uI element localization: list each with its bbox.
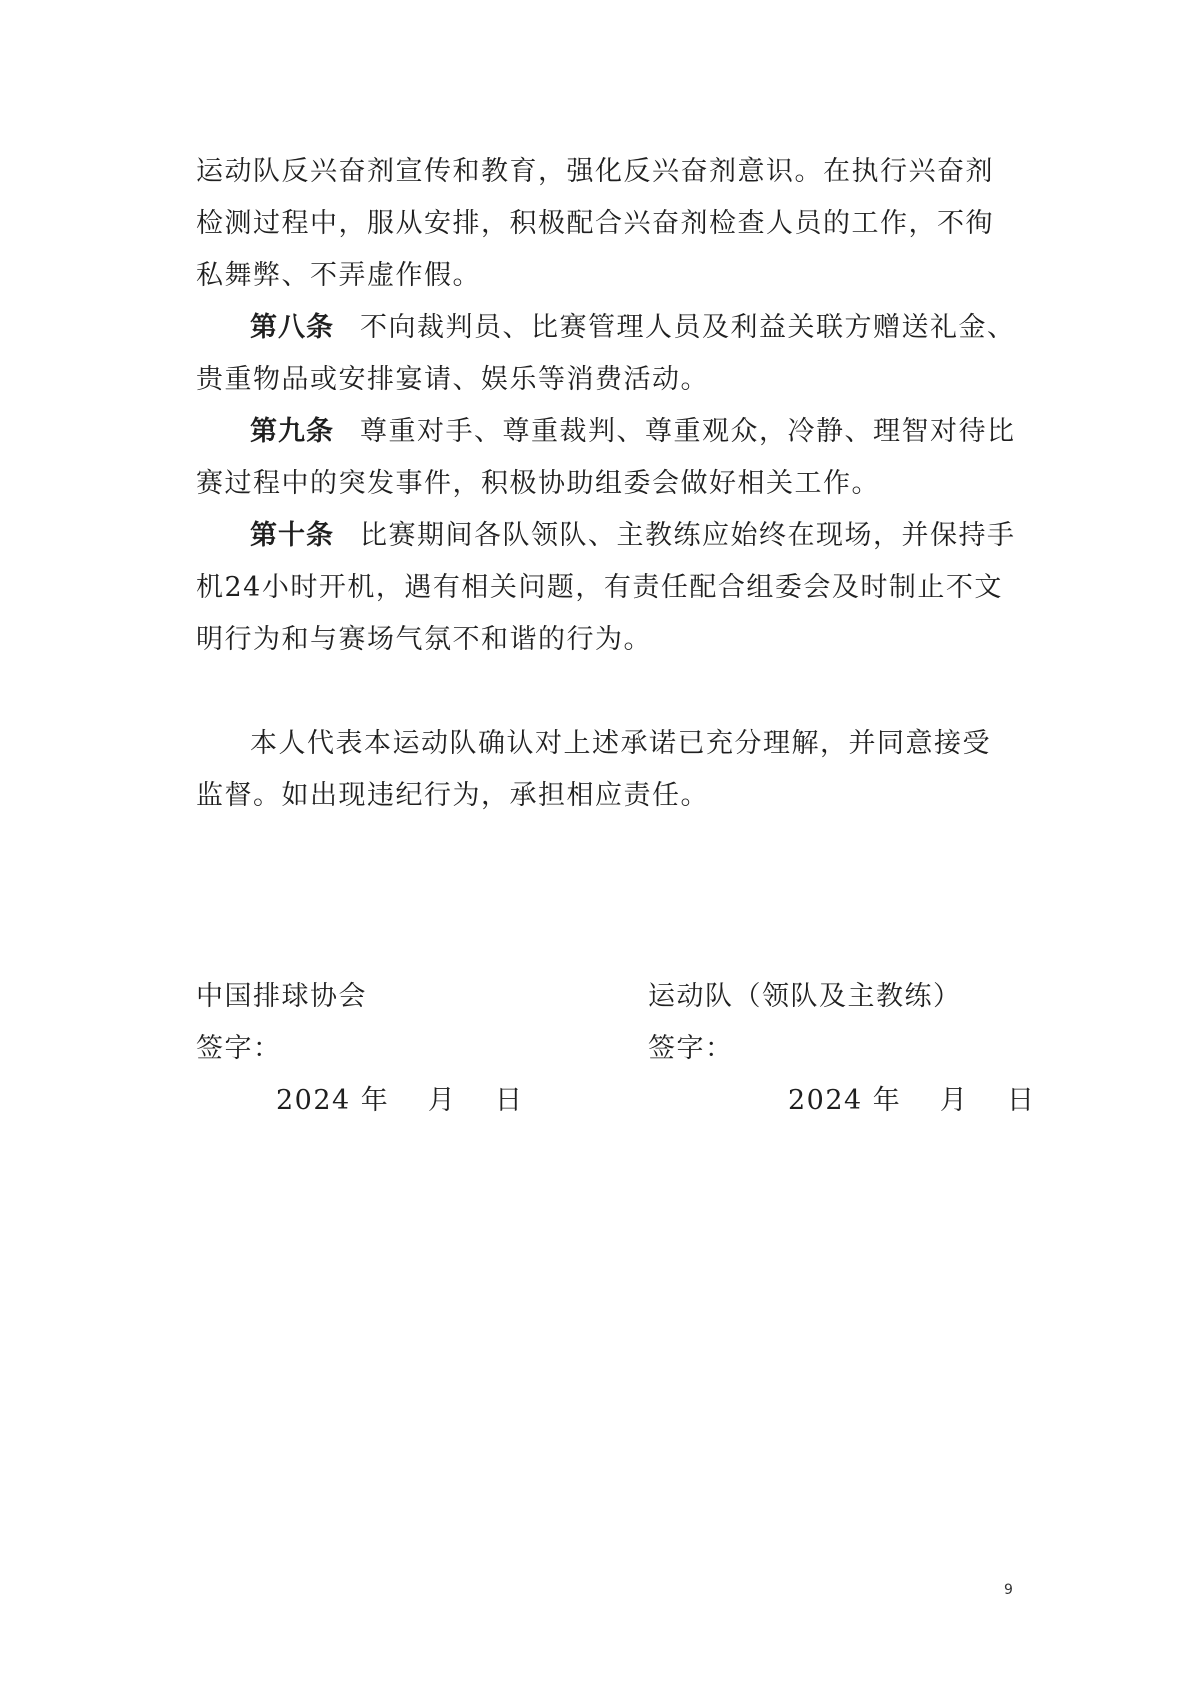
article-8-text: 不向裁判员、比赛管理人员及利益关联方赠送礼金、贵重物品或安排宴请、娱乐等消费活动。 [196,312,1016,395]
confirmation-block [196,718,1016,822]
page-number: 9 [1004,1582,1013,1598]
article-9-text: 尊重对手、尊重裁判、尊重观众，冷静、理智对待比赛过程中的突发事件，积极协助组委会做好相关工作。 [196,416,1016,499]
right-signatory-org: 运动队（领队及主教练） [648,981,962,1012]
article-9-label: 第九条 [250,416,334,447]
left-sign-label: 签字： [196,1033,282,1064]
left-signatory-org: 中国排球协会 [196,981,367,1012]
confirmation-statement: 本人代表本运动队确认对上述承诺已充分理解，并同意接受监督。如出现违纪行为，承担相应责任。 [196,728,991,811]
article-8-label: 第八条 [250,312,334,343]
article-body [196,146,1016,666]
paragraph-continued: 运动队反兴奋剂宣传和教育，强化反兴奋剂意识。在执行兴奋剂检测过程中，服从安排，积极配合兴奋剂检查人员的工作，不徇私舞弊、不弄虚作假。 [196,156,994,291]
right-sign-label: 签字： [648,1033,734,1064]
article-9 [196,406,1016,510]
article-10-label: 第十条 [250,520,334,551]
article-8 [196,302,1016,406]
article-10 [196,510,1016,666]
article-10-text: 比赛期间各队领队、主教练应始终在现场，并保持手机24小时开机，遇有相关问题，有责任配合组委会及时制止不文明行为和与赛场气氛不和谐的行为。 [196,520,1016,655]
right-date: 2024 年 月 日 [788,1085,1036,1116]
left-date: 2024 年 月 日 [276,1085,524,1116]
